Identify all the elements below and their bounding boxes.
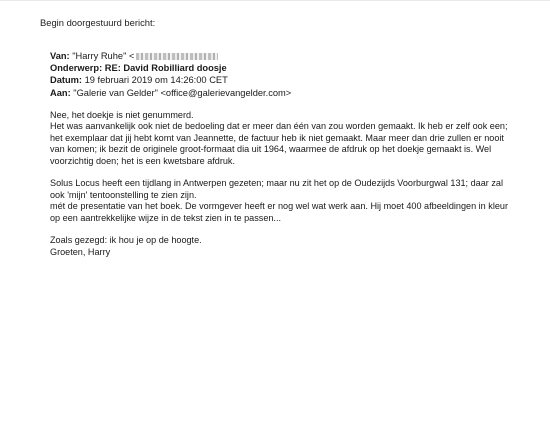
body-line: het exemplaar dat jij hebt komt van Jeannette, de factuur heb ik niet gemaakt. Maar meer dan drie zullen er nooit	[50, 132, 504, 143]
body-line: mét de presentatie van het boek. De vormgever heeft er nog wel wat werk aan. Hij moet 400 afbeeldingen in kleur	[50, 201, 508, 212]
body-line: op een aantrekkelijke wijze in de tekst zien in te passen...	[50, 212, 282, 223]
page-edge	[0, 0, 550, 1]
date-label: Datum:	[50, 75, 83, 86]
from-label: Van:	[50, 51, 70, 61]
subject-row	[50, 62, 291, 74]
date-row	[50, 74, 291, 86]
from-value: "Harry Ruhe" <	[72, 51, 135, 61]
subject-value: RE: David Robilliard doosje	[104, 63, 227, 74]
paragraph-2	[50, 178, 520, 224]
date-value: 19 februari 2019 om 14:26:00 CET	[84, 75, 228, 86]
body-line: voorzichtig doen; het is een kwetsbare afdruk.	[50, 155, 236, 166]
forwarded-message-label: Begin doorgestuurd bericht:	[40, 17, 156, 28]
to-row	[50, 87, 291, 99]
body-line: Zoals gezegd: ik hou je op de hoogte.	[50, 235, 202, 246]
body-line: van komen; ik bezit de originele groot-formaat dia uit 1964, waarmee de afdruk op het doekje gemaakt is. Wel	[50, 144, 492, 155]
body-line: Het was aanvankelijk ook niet de bedoeling dat er meer dan één van zou worden gemaakt. Ik heb er zelf ook een;	[50, 121, 508, 132]
paragraph-1	[50, 110, 520, 167]
redacted-email-address	[136, 53, 218, 60]
body-line: Nee, het doekje is niet genummerd.	[50, 110, 194, 120]
subject-label: Onderwerp:	[50, 63, 103, 74]
signature-line: Groeten, Harry	[50, 246, 111, 257]
to-value: "Galerie van Gelder" <office@galerievangelder.com>	[73, 87, 292, 98]
from-row	[50, 50, 291, 62]
body-line: ook 'mijn' tentoonstelling te zien zijn.	[50, 189, 197, 200]
paragraph-3	[50, 235, 520, 258]
to-label: Aan:	[50, 87, 71, 98]
body-line: Solus Locus heeft een tijdlang in Antwerpen gezeten; maar nu zit het op de Oudezijds Voorburgwal 131; daar zal	[50, 178, 503, 189]
email-headers	[50, 50, 291, 99]
email-body	[50, 110, 520, 258]
